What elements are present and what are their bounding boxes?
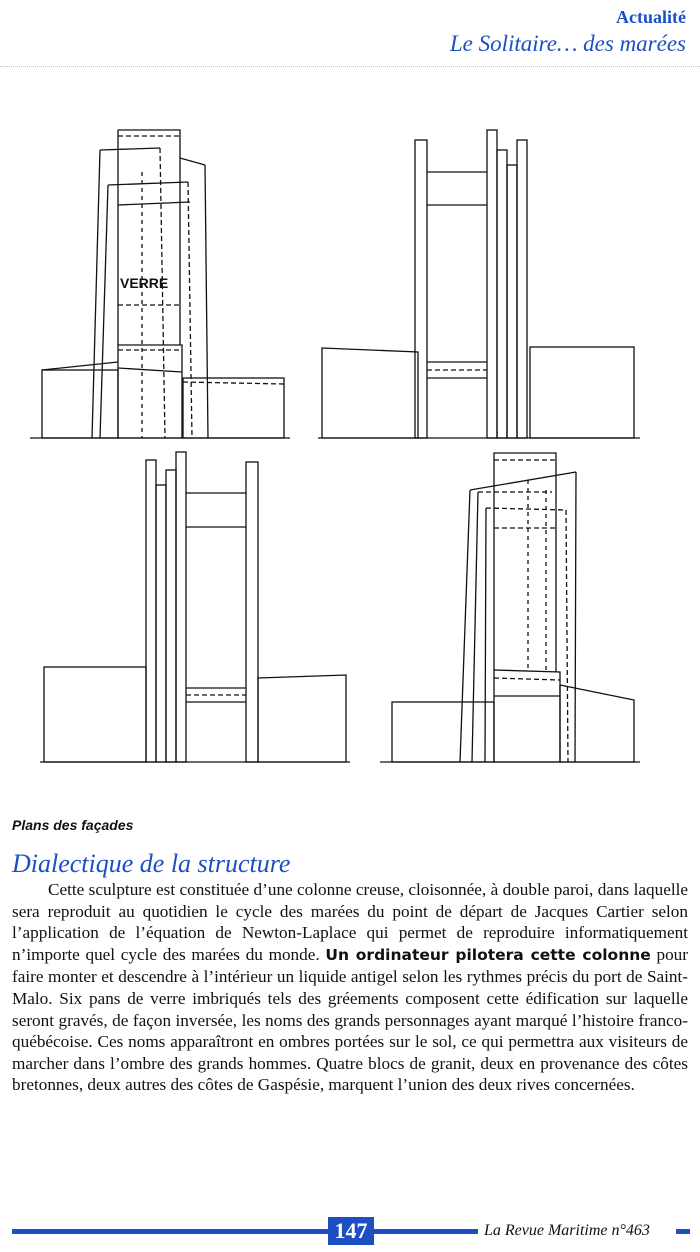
figure-caption: Plans des façades [12, 817, 134, 833]
facade-elevation-4 [380, 453, 640, 762]
body-text-bold: Un ordinateur pilotera cette colonne [325, 945, 651, 964]
page-footer [0, 1212, 700, 1252]
article-heading: Dialectique de la structure [12, 849, 291, 878]
section-title: Actualité [616, 7, 686, 27]
facade-elevation-1 [30, 130, 290, 438]
section-subtitle: Le Solitaire… des marées [449, 31, 686, 56]
footer-rule-end [676, 1229, 690, 1234]
body-text-1: Cette sculpture est constituée d’une colonne creuse, cloisonnée, à double paroi, dans laquelle sera reproduit au quotidien le cycle des marées du point de départ de Jacques Cartier selon l’application de l’équation de Newton-Laplace qui permet de reproduire informatiquement n’importe quel cycle des marées du monde. [12, 880, 688, 964]
page-header [450, 6, 686, 58]
page-number: 147 [328, 1217, 374, 1245]
footer-rule-middle [374, 1229, 478, 1234]
facade-elevation-3 [40, 452, 350, 762]
article-body [12, 879, 688, 1096]
facade-elevation-2 [318, 130, 640, 438]
footer-rule-left [12, 1229, 328, 1234]
header-divider [0, 66, 700, 67]
glass-label: VERRE [120, 275, 169, 291]
facade-drawings [0, 100, 700, 800]
body-text-2: pour faire monter et descendre à l’intérieur un liquide antigel selon les rythmes précis du port de Saint-Malo. Six pans de verre imbriqués tels des gréements composent cette édification sur laquelle seront gravés, de façon inversée, les noms des grands personnages ayant marqué l’histoire franco-québécoise. Ces noms apparaîtront en ombres portées sur le sol, ce qui permettra aux visiteurs de marcher dans l’ombre des grands hommes. Quatre blocs de granit, deux en provenance des côtes bretonnes, deux autres des côtes de Gaspésie, marquent l’union des deux rives concernées. [12, 944, 688, 1095]
journal-name: La Revue Maritime n°463 [484, 1222, 650, 1239]
